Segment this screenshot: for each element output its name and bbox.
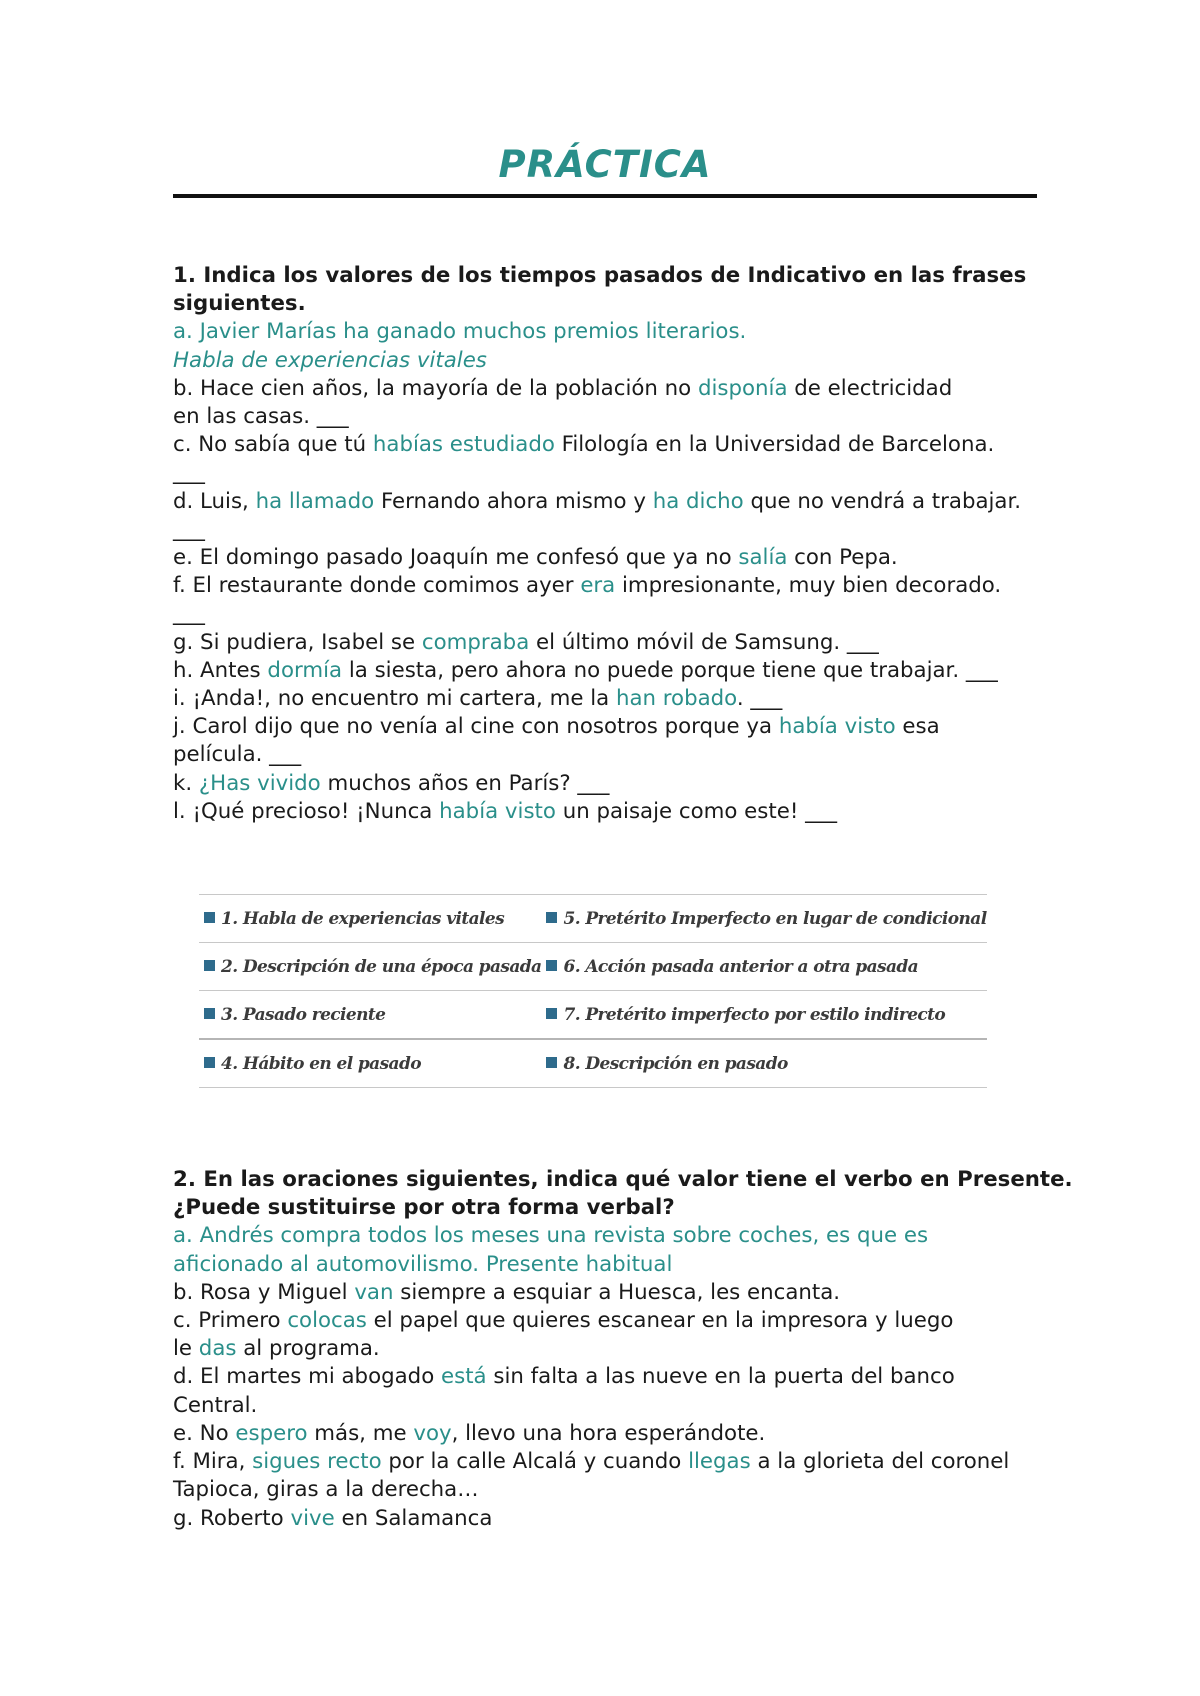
sentence-text: película. ___ (173, 742, 302, 768)
sentence-text: h. Antes (173, 657, 268, 683)
exercise-line (173, 1363, 1037, 1391)
square-bullet-icon (546, 1057, 557, 1068)
exercise-line (173, 1222, 1037, 1250)
exercise-line (173, 1251, 1037, 1279)
exercise-line (173, 685, 1037, 713)
sentence-text: un paisaje como este! ___ (555, 798, 838, 824)
key-row (199, 991, 987, 1040)
heading-line: siguientes. (173, 291, 306, 317)
document-page (173, 140, 1073, 1533)
sentence-text: l. ¡Qué precioso! ¡Nunca (173, 798, 440, 824)
exercise-line (173, 741, 1037, 769)
sentence-text: b. Hace cien años, la mayoría de la población no (173, 375, 698, 401)
key-cell (541, 895, 986, 943)
sentence-text: con Pepa. (787, 545, 898, 571)
sentence-text: muchos años en París? ___ (320, 770, 610, 796)
key-cell (199, 943, 541, 991)
key-cell (541, 991, 986, 1040)
sentence-text: siempre a esquiar a Huesca, les encanta. (393, 1279, 841, 1305)
section-2 (173, 1166, 1073, 1533)
sentence-text: la siesta, pero ahora no puede porque tiene que trabajar. ___ (342, 657, 998, 683)
key-label: 8. Descripción en pasado (563, 1053, 788, 1074)
exercise-line (173, 798, 1037, 826)
sentence-text: por la calle Alcalá y cuando (381, 1449, 689, 1475)
exercise-line (173, 657, 1037, 685)
exercise-line (173, 488, 1037, 516)
sentence-text: , llevo una hora esperándote. (451, 1420, 766, 1446)
highlighted-verb: van (354, 1279, 394, 1305)
values-key-table (199, 894, 987, 1088)
highlighted-verb: está (441, 1364, 487, 1390)
square-bullet-icon (204, 1057, 215, 1068)
question-1-heading (173, 262, 1037, 318)
exercise-line (173, 544, 1037, 572)
highlighted-verb: ¿Has vivido (198, 770, 321, 796)
sentence-text: ___ (173, 601, 205, 627)
square-bullet-icon (204, 960, 215, 971)
sentence-text: impresionante, muy bien decorado. (615, 573, 1002, 599)
highlighted-verb: disponía (697, 375, 788, 401)
question-2-items (173, 1222, 1037, 1532)
question-1-items (173, 318, 1037, 826)
sentence-text: Filología en la Universidad de Barcelona. (554, 432, 995, 458)
sentence-text: d. El martes mi abogado (173, 1364, 441, 1390)
exercise-line (173, 629, 1037, 657)
key-row (199, 943, 987, 991)
highlighted-verb: colocas (287, 1308, 367, 1334)
key-row (199, 895, 987, 943)
highlighted-verb: das (198, 1336, 237, 1362)
sentence-text: . ___ (736, 686, 783, 712)
exercise-line (173, 347, 1037, 375)
exercise-line (173, 1448, 1037, 1476)
sentence-text: d. Luis, (173, 488, 256, 514)
exercise-line (173, 403, 1037, 431)
sentence-text: el último móvil de Samsung. ___ (529, 629, 879, 655)
sentence-text: al programa. (236, 1336, 380, 1362)
key-cell (541, 943, 986, 991)
square-bullet-icon (204, 912, 215, 923)
sentence-text: k. (173, 770, 199, 796)
key-label: 5. Pretérito Imperfecto en lugar de condicional (563, 908, 987, 929)
sentence-text: a la glorieta del coronel (750, 1449, 1010, 1475)
heading-line: 2. En las oraciones siguientes, indica qué valor tiene el verbo en Presente. (173, 1167, 1073, 1193)
highlighted-verb: Habla de experiencias vitales (173, 347, 487, 373)
highlighted-verb: compraba (421, 629, 530, 655)
key-cell (199, 895, 541, 943)
exercise-line (173, 375, 1037, 403)
sentence-text: b. Rosa y Miguel (173, 1279, 355, 1305)
sentence-text: de electricidad (787, 375, 953, 401)
highlighted-verb: llegas (688, 1449, 751, 1475)
highlighted-verb: habías estudiado (372, 432, 555, 458)
highlighted-verb: a. Javier Marías ha ganado muchos premios literarios. (173, 319, 747, 345)
highlighted-verb: dormía (267, 657, 343, 683)
exercise-line (173, 1279, 1037, 1307)
sentence-text: f. El restaurante donde comimos ayer (173, 573, 581, 599)
key-row (199, 1039, 987, 1088)
highlighted-verb: era (580, 573, 616, 599)
highlighted-verb: espero (235, 1420, 308, 1446)
sentence-text: en las casas. ___ (173, 404, 349, 430)
sentence-text: más, me (307, 1420, 414, 1446)
key-cell (199, 991, 541, 1040)
sentence-text: j. Carol dijo que no venía al cine con nosotros porque ya (173, 714, 779, 740)
sentence-text: que no vendrá a trabajar. (743, 488, 1022, 514)
highlighted-verb: había visto (778, 714, 896, 740)
highlighted-verb: salía (738, 545, 788, 571)
exercise-line (173, 1420, 1037, 1448)
key-label: 3. Pasado reciente (221, 1004, 386, 1025)
sentence-text: c. No sabía que tú (173, 432, 373, 458)
exercise-line (173, 459, 1037, 487)
sentence-text: f. Mira, (173, 1449, 253, 1475)
exercise-line (173, 713, 1037, 741)
exercise-line (173, 1505, 1037, 1533)
key-label: 2. Descripción de una época pasada (221, 956, 542, 977)
highlighted-verb: han robado (615, 686, 737, 712)
exercise-line (173, 431, 1037, 459)
key-label: 4. Hábito en el pasado (221, 1053, 421, 1074)
sentence-text: ___ (173, 516, 205, 542)
sentence-text: g. Si pudiera, Isabel se (173, 629, 422, 655)
heading-line: 1. Indica los valores de los tiempos pasados de Indicativo en las frases (173, 263, 1027, 288)
sentence-text: Central. (173, 1392, 258, 1418)
highlighted-verb: ha llamado (255, 488, 375, 514)
exercise-line (173, 1307, 1037, 1335)
sentence-text: esa (895, 714, 940, 740)
square-bullet-icon (546, 960, 557, 971)
key-label: 7. Pretérito imperfecto por estilo indirecto (563, 1004, 946, 1025)
exercise-line (173, 572, 1037, 600)
section-1 (173, 262, 1037, 826)
page-title: PRÁCTICA (498, 143, 712, 186)
exercise-line (173, 770, 1037, 798)
exercise-line (173, 318, 1037, 346)
sentence-text: c. Primero (173, 1308, 288, 1334)
highlighted-verb: sigues recto (252, 1449, 382, 1475)
sentence-text: e. El domingo pasado Joaquín me confesó que ya no (173, 545, 739, 571)
highlighted-verb: vive (290, 1505, 335, 1531)
sentence-text: Tapioca, giras a la derecha… (173, 1477, 479, 1503)
exercise-line (173, 1392, 1037, 1420)
key-cell (199, 1039, 541, 1088)
sentence-text: e. No (173, 1420, 236, 1446)
highlighted-verb: había visto (439, 798, 556, 824)
sentence-text: i. ¡Anda!, no encuentro mi cartera, me la (173, 686, 616, 712)
sentence-text: le (173, 1336, 199, 1362)
highlighted-verb: a. Andrés compra todos los meses una revista sobre coches, es que es (173, 1223, 929, 1249)
sentence-text: en Salamanca (334, 1505, 493, 1531)
exercise-line (173, 516, 1037, 544)
exercise-line (173, 1335, 1037, 1363)
sentence-text: Fernando ahora mismo y (374, 488, 653, 514)
sentence-text: ___ (173, 460, 205, 486)
square-bullet-icon (204, 1008, 215, 1019)
sentence-text: sin falta a las nueve en la puerta del banco (486, 1364, 955, 1390)
title-divider (173, 194, 1037, 198)
sentence-text: el papel que quieres escanear en la impresora y luego (366, 1308, 954, 1334)
highlighted-verb: aficionado al automovilismo. Presente habitual (173, 1251, 673, 1277)
square-bullet-icon (546, 1008, 557, 1019)
key-cell (541, 1039, 986, 1088)
highlighted-verb: voy (413, 1420, 452, 1446)
heading-line: ¿Puede sustituirse por otra forma verbal? (173, 1195, 675, 1221)
square-bullet-icon (546, 912, 557, 923)
key-label: 6. Acción pasada anterior a otra pasada (563, 956, 919, 977)
sentence-text: g. Roberto (173, 1505, 291, 1531)
exercise-line (173, 1476, 1037, 1504)
question-2-heading (173, 1166, 1073, 1222)
exercise-line (173, 600, 1037, 628)
key-label: 1. Habla de experiencias vitales (221, 908, 505, 929)
highlighted-verb: ha dicho (652, 488, 744, 514)
